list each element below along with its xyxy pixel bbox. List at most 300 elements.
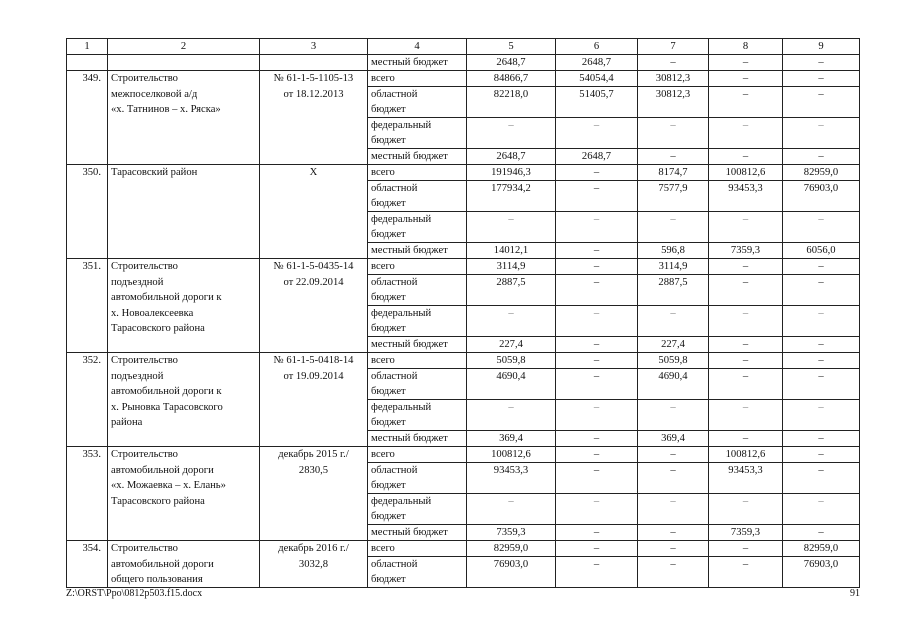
value-cell: – [709, 212, 783, 228]
budget-type-cell: областной [368, 557, 467, 573]
item-cell: подъездной [108, 369, 260, 385]
header-cell: 9 [783, 39, 860, 55]
item-cell [260, 227, 368, 243]
item-cell: декабрь 2016 г./ [260, 541, 368, 557]
header-cell: 8 [709, 39, 783, 55]
value-cell [638, 290, 709, 306]
budget-type-cell: федеральный [368, 400, 467, 416]
item-cell [108, 55, 260, 71]
value-cell: 2887,5 [467, 275, 556, 291]
table-row [67, 321, 860, 337]
value-cell: – [709, 118, 783, 134]
header-cell: 6 [556, 39, 638, 55]
budget-type-cell: бюджет [368, 509, 467, 525]
value-cell: – [709, 369, 783, 385]
value-cell [709, 196, 783, 212]
table-row [67, 369, 860, 385]
item-cell: Строительство [108, 353, 260, 369]
value-cell [638, 133, 709, 149]
value-cell [783, 227, 860, 243]
header-cell: 5 [467, 39, 556, 55]
value-cell: – [709, 541, 783, 557]
table-row [67, 431, 860, 447]
value-cell [556, 227, 638, 243]
item-cell [260, 243, 368, 259]
value-cell: 3114,9 [467, 259, 556, 275]
table-row [67, 55, 860, 71]
value-cell: – [638, 212, 709, 228]
item-cell: х. Рыновка Тарасовского [108, 400, 260, 416]
budget-type-cell: бюджет [368, 102, 467, 118]
value-cell: – [556, 306, 638, 322]
value-cell: – [556, 353, 638, 369]
table-row [67, 572, 860, 588]
value-cell [467, 572, 556, 588]
value-cell [783, 509, 860, 525]
item-cell [108, 337, 260, 353]
value-cell: – [556, 431, 638, 447]
value-cell: – [709, 149, 783, 165]
item-cell [260, 102, 368, 118]
item-cell [260, 55, 368, 71]
item-cell [260, 290, 368, 306]
value-cell: – [709, 337, 783, 353]
value-cell: – [783, 259, 860, 275]
item-cell [108, 227, 260, 243]
value-cell [783, 572, 860, 588]
value-cell: 2887,5 [638, 275, 709, 291]
budget-type-cell: всего [368, 447, 467, 463]
value-cell: – [783, 400, 860, 416]
item-cell [67, 321, 108, 337]
item-cell: межпоселковой а/д [108, 87, 260, 103]
value-cell: – [783, 275, 860, 291]
value-cell: 596,8 [638, 243, 709, 259]
value-cell: 76903,0 [783, 557, 860, 573]
value-cell: 82959,0 [467, 541, 556, 557]
item-cell [67, 212, 108, 228]
item-cell: автомобильной дороги к [108, 290, 260, 306]
item-cell [67, 149, 108, 165]
value-cell [556, 290, 638, 306]
item-cell [260, 337, 368, 353]
item-cell: Строительство [108, 447, 260, 463]
budget-type-cell: областной [368, 463, 467, 479]
item-cell: «х. Татнинов – х. Ряска» [108, 102, 260, 118]
value-cell: – [709, 71, 783, 87]
item-cell: декабрь 2015 г./ [260, 447, 368, 463]
item-cell [67, 133, 108, 149]
value-cell [556, 196, 638, 212]
value-cell: – [638, 447, 709, 463]
value-cell [783, 102, 860, 118]
item-cell [67, 431, 108, 447]
value-cell [709, 478, 783, 494]
value-cell: – [783, 369, 860, 385]
item-cell: автомобильной дороги [108, 463, 260, 479]
budget-type-cell: бюджет [368, 196, 467, 212]
value-cell: 177934,2 [467, 181, 556, 197]
item-cell [260, 572, 368, 588]
value-cell: 369,4 [467, 431, 556, 447]
budget-type-cell: областной [368, 369, 467, 385]
table-row [67, 165, 860, 181]
budget-type-cell: всего [368, 259, 467, 275]
item-cell [67, 494, 108, 510]
budget-type-cell: бюджет [368, 321, 467, 337]
table-row [67, 227, 860, 243]
item-cell [260, 478, 368, 494]
item-cell: Х [260, 165, 368, 181]
table-row [67, 447, 860, 463]
budget-type-cell: бюджет [368, 227, 467, 243]
item-cell: № 61-1-5-1105-13 [260, 71, 368, 87]
value-cell: – [709, 400, 783, 416]
value-cell: 93453,3 [709, 463, 783, 479]
budget-type-cell: всего [368, 165, 467, 181]
item-cell [260, 384, 368, 400]
item-cell [260, 118, 368, 134]
value-cell: – [783, 337, 860, 353]
value-cell [783, 290, 860, 306]
value-cell: – [556, 541, 638, 557]
item-cell [260, 509, 368, 525]
value-cell: – [556, 494, 638, 510]
value-cell [638, 227, 709, 243]
item-cell [67, 306, 108, 322]
value-cell: 93453,3 [709, 181, 783, 197]
budget-type-cell: федеральный [368, 494, 467, 510]
table-row [67, 541, 860, 557]
table-row [67, 463, 860, 479]
value-cell [709, 321, 783, 337]
budget-type-cell: местный бюджет [368, 337, 467, 353]
item-cell [260, 181, 368, 197]
item-cell [260, 415, 368, 431]
budget-type-cell: бюджет [368, 478, 467, 494]
value-cell [467, 227, 556, 243]
table-row [67, 557, 860, 573]
value-cell: – [638, 118, 709, 134]
value-cell: – [556, 165, 638, 181]
item-cell [67, 181, 108, 197]
value-cell: – [783, 71, 860, 87]
item-cell [108, 212, 260, 228]
value-cell: – [783, 431, 860, 447]
item-cell: 353. [67, 447, 108, 463]
table-row [67, 400, 860, 416]
table-body [67, 55, 860, 588]
value-cell [709, 133, 783, 149]
item-cell [67, 369, 108, 385]
value-cell: – [783, 118, 860, 134]
item-cell [260, 212, 368, 228]
value-cell [467, 133, 556, 149]
value-cell [556, 384, 638, 400]
item-cell: района [108, 415, 260, 431]
value-cell: 100812,6 [709, 165, 783, 181]
value-cell [467, 384, 556, 400]
item-cell [67, 509, 108, 525]
table-row [67, 118, 860, 134]
value-cell: 3114,9 [638, 259, 709, 275]
value-cell [556, 478, 638, 494]
value-cell [556, 133, 638, 149]
item-cell: х. Новоалексеевка [108, 306, 260, 322]
value-cell: – [709, 494, 783, 510]
value-cell [783, 415, 860, 431]
value-cell: – [709, 55, 783, 71]
value-cell: 8174,7 [638, 165, 709, 181]
value-cell [638, 102, 709, 118]
value-cell: – [783, 212, 860, 228]
budget-type-cell: всего [368, 353, 467, 369]
item-cell: 351. [67, 259, 108, 275]
value-cell: – [783, 149, 860, 165]
item-cell [67, 400, 108, 416]
value-cell [467, 478, 556, 494]
value-cell: – [638, 55, 709, 71]
budget-type-cell: бюджет [368, 384, 467, 400]
value-cell: 7359,3 [709, 243, 783, 259]
item-cell [67, 118, 108, 134]
table-row [67, 259, 860, 275]
table-row [67, 71, 860, 87]
table-row [67, 181, 860, 197]
item-cell [260, 149, 368, 165]
value-cell [556, 572, 638, 588]
table-row [67, 243, 860, 259]
item-cell [260, 306, 368, 322]
page-number: 91 [850, 588, 860, 599]
value-cell: – [709, 557, 783, 573]
item-cell: 3032,8 [260, 557, 368, 573]
item-cell: 2830,5 [260, 463, 368, 479]
value-cell: – [783, 494, 860, 510]
value-cell: – [783, 55, 860, 71]
value-cell: – [638, 400, 709, 416]
value-cell: – [783, 447, 860, 463]
header-cell: 7 [638, 39, 709, 55]
item-cell [108, 118, 260, 134]
table-row [67, 149, 860, 165]
item-cell [67, 463, 108, 479]
item-cell [67, 87, 108, 103]
value-cell: 227,4 [638, 337, 709, 353]
value-cell [783, 196, 860, 212]
item-cell: «х. Можаевка – х. Елань» [108, 478, 260, 494]
table-row [67, 415, 860, 431]
value-cell: 84866,7 [467, 71, 556, 87]
budget-type-cell: областной [368, 275, 467, 291]
value-cell: – [556, 369, 638, 385]
item-cell [67, 525, 108, 541]
budget-type-cell: всего [368, 71, 467, 87]
value-cell: – [783, 306, 860, 322]
value-cell [638, 478, 709, 494]
table-row [67, 306, 860, 322]
table-row [67, 525, 860, 541]
value-cell: – [556, 243, 638, 259]
value-cell: – [556, 181, 638, 197]
budget-type-cell: бюджет [368, 415, 467, 431]
item-cell: от 18.12.2013 [260, 87, 368, 103]
value-cell: – [638, 494, 709, 510]
item-cell: от 22.09.2014 [260, 275, 368, 291]
table-row [67, 133, 860, 149]
item-cell [67, 384, 108, 400]
value-cell: – [556, 337, 638, 353]
item-cell [260, 400, 368, 416]
item-cell [260, 133, 368, 149]
item-cell [67, 227, 108, 243]
item-cell [260, 494, 368, 510]
value-cell: – [783, 87, 860, 103]
item-cell: 354. [67, 541, 108, 557]
item-cell: Строительство [108, 71, 260, 87]
item-cell: № 61-1-5-0418-14 [260, 353, 368, 369]
value-cell: – [783, 353, 860, 369]
value-cell: 100812,6 [709, 447, 783, 463]
item-cell [260, 431, 368, 447]
table-row [67, 196, 860, 212]
budget-type-cell: федеральный [368, 306, 467, 322]
item-cell: 350. [67, 165, 108, 181]
value-cell: 76903,0 [783, 181, 860, 197]
item-cell: подъездной [108, 275, 260, 291]
table-row [67, 478, 860, 494]
value-cell: 2648,7 [467, 55, 556, 71]
budget-type-cell: местный бюджет [368, 525, 467, 541]
item-cell [108, 509, 260, 525]
value-cell: – [709, 306, 783, 322]
item-cell [108, 133, 260, 149]
value-cell: 4690,4 [638, 369, 709, 385]
item-cell [260, 196, 368, 212]
item-cell [108, 149, 260, 165]
value-cell: – [467, 494, 556, 510]
value-cell [556, 321, 638, 337]
value-cell: 2648,7 [556, 149, 638, 165]
value-cell [638, 321, 709, 337]
value-cell: 5059,8 [638, 353, 709, 369]
table-row [67, 290, 860, 306]
value-cell [709, 415, 783, 431]
item-cell: автомобильной дороги [108, 557, 260, 573]
value-cell: 51405,7 [556, 87, 638, 103]
value-cell: 2648,7 [467, 149, 556, 165]
value-cell: 100812,6 [467, 447, 556, 463]
budget-type-cell: местный бюджет [368, 55, 467, 71]
value-cell: 191946,3 [467, 165, 556, 181]
table-row [67, 87, 860, 103]
value-cell: 227,4 [467, 337, 556, 353]
table-header-row [67, 39, 860, 55]
item-cell [67, 415, 108, 431]
item-cell: Тарасовский район [108, 165, 260, 181]
value-cell: – [556, 525, 638, 541]
budget-type-cell: областной [368, 181, 467, 197]
item-cell [67, 478, 108, 494]
value-cell: – [709, 353, 783, 369]
value-cell: – [556, 212, 638, 228]
value-cell [638, 509, 709, 525]
header-cell: 4 [368, 39, 467, 55]
value-cell: – [709, 259, 783, 275]
budget-type-cell: всего [368, 541, 467, 557]
table-row [67, 384, 860, 400]
table-row [67, 494, 860, 510]
value-cell: – [638, 306, 709, 322]
budget-type-cell: федеральный [368, 118, 467, 134]
value-cell [783, 321, 860, 337]
value-cell: – [638, 463, 709, 479]
value-cell: 54054,4 [556, 71, 638, 87]
item-cell [108, 525, 260, 541]
item-cell: Строительство [108, 259, 260, 275]
value-cell: 5059,8 [467, 353, 556, 369]
value-cell: – [467, 212, 556, 228]
budget-table [66, 38, 860, 588]
value-cell: 82218,0 [467, 87, 556, 103]
value-cell: – [709, 431, 783, 447]
table-row [67, 337, 860, 353]
value-cell: 82959,0 [783, 541, 860, 557]
header-cell: 1 [67, 39, 108, 55]
item-cell [67, 290, 108, 306]
table-row [67, 102, 860, 118]
item-cell: Тарасовского района [108, 494, 260, 510]
value-cell [467, 415, 556, 431]
item-cell [67, 337, 108, 353]
item-cell [67, 243, 108, 259]
value-cell [467, 196, 556, 212]
header-cell: 2 [108, 39, 260, 55]
value-cell: – [556, 447, 638, 463]
value-cell: – [638, 525, 709, 541]
item-cell [108, 181, 260, 197]
value-cell: – [783, 525, 860, 541]
item-cell [67, 55, 108, 71]
budget-type-cell: федеральный [368, 212, 467, 228]
value-cell [638, 384, 709, 400]
item-cell [67, 102, 108, 118]
value-cell [556, 102, 638, 118]
value-cell [709, 227, 783, 243]
value-cell: 76903,0 [467, 557, 556, 573]
table-row [67, 212, 860, 228]
item-cell: от 19.09.2014 [260, 369, 368, 385]
budget-type-cell: бюджет [368, 290, 467, 306]
value-cell: 6056,0 [783, 243, 860, 259]
header-cell: 3 [260, 39, 368, 55]
value-cell: 7359,3 [467, 525, 556, 541]
value-cell [709, 384, 783, 400]
item-cell [108, 196, 260, 212]
value-cell: 30812,3 [638, 87, 709, 103]
value-cell [467, 321, 556, 337]
value-cell [709, 509, 783, 525]
table-row [67, 275, 860, 291]
item-cell [67, 196, 108, 212]
value-cell: – [467, 118, 556, 134]
value-cell: – [556, 557, 638, 573]
value-cell: 82959,0 [783, 165, 860, 181]
value-cell: 369,4 [638, 431, 709, 447]
value-cell [783, 133, 860, 149]
value-cell: – [709, 87, 783, 103]
value-cell: 2648,7 [556, 55, 638, 71]
